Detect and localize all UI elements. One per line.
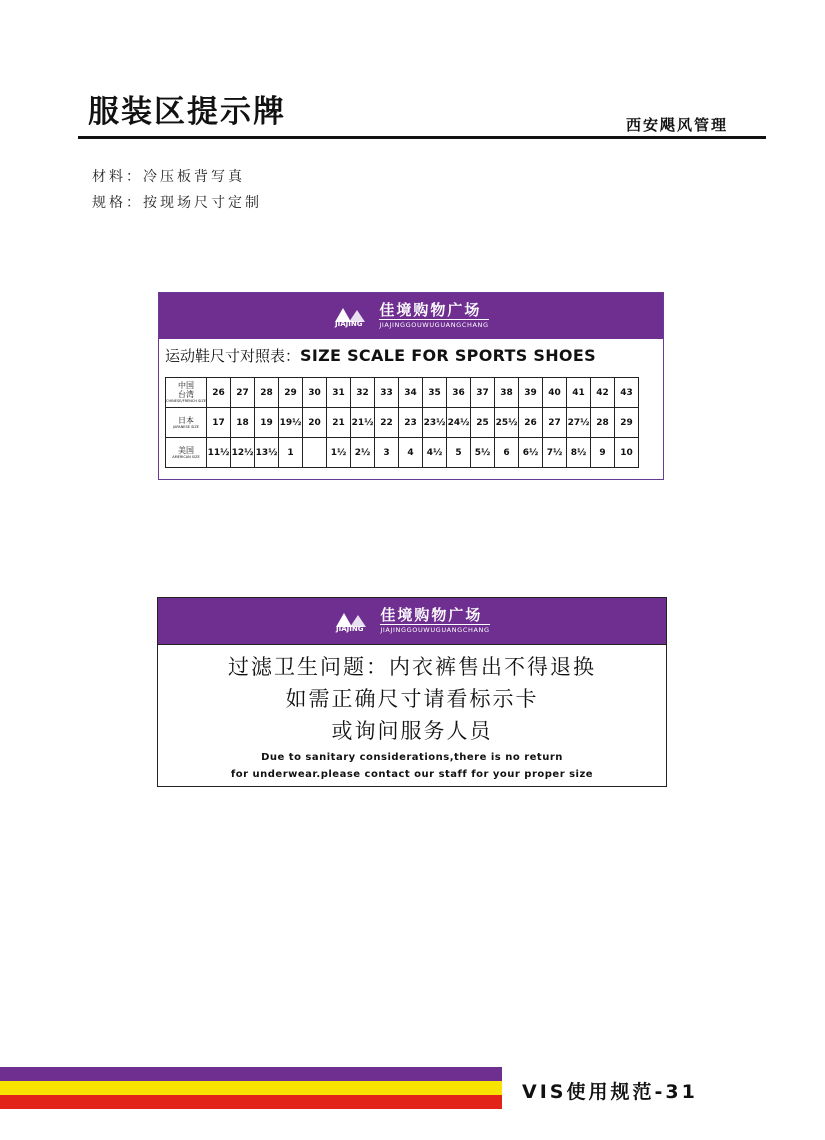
size-cell: 18 <box>231 408 255 438</box>
size-scale-title <box>165 345 663 366</box>
size-table-row <box>166 438 639 468</box>
size-cell: 43 <box>615 378 639 408</box>
size-cell: 9 <box>591 438 615 468</box>
size-cell: 5 <box>447 438 471 468</box>
size-cell: 35 <box>423 378 447 408</box>
size-cell: 6 <box>495 438 519 468</box>
size-cell: 2½ <box>351 438 375 468</box>
logo-text: JIAJING <box>336 625 364 633</box>
page-title: 服装区提示牌 <box>88 94 286 130</box>
size-cell: 26 <box>519 408 543 438</box>
size-row-label-en: JAPANESE SIZE <box>173 424 199 429</box>
size-cell: 32 <box>351 378 375 408</box>
size-cell: 29 <box>279 378 303 408</box>
size-row-label-cn: 日本 <box>178 415 194 425</box>
size-cell: 42 <box>591 378 615 408</box>
brand-name-en: JIAJINGGOUWUGUANGCHANG <box>380 626 490 634</box>
size-cell: 13½ <box>255 438 279 468</box>
size-cell: 31 <box>327 378 351 408</box>
size-cell: 27 <box>231 378 255 408</box>
notice-line-1: 过滤卫生问题：内衣裤售出不得退换 <box>228 655 596 679</box>
size-cell: 4 <box>399 438 423 468</box>
notice-en-line-2: for underwear.please contact our staff for your proper size <box>230 769 594 780</box>
size-row-header <box>166 378 207 408</box>
size-cell: 39 <box>519 378 543 408</box>
brand-name-cn: 佳境购物广场 <box>380 606 483 624</box>
size-cell: 37 <box>471 378 495 408</box>
underwear-notice-sign <box>157 597 667 787</box>
size-row-label-cn: 中国 台湾 <box>178 381 194 399</box>
size-cell: 3 <box>375 438 399 468</box>
size-cell: 8½ <box>567 438 591 468</box>
size-cell: 1 <box>279 438 303 468</box>
size-cell: 25 <box>471 408 495 438</box>
size-cell: 10 <box>615 438 639 468</box>
size-cell: 6½ <box>519 438 543 468</box>
shoe-size-sign <box>158 292 664 480</box>
size-cell: 21 <box>327 408 351 438</box>
size-cell: 23 <box>399 408 423 438</box>
page-number-label: VIS使用规范-31 <box>522 1081 698 1103</box>
size-table <box>165 377 639 468</box>
footer-stripe-purple <box>0 1067 502 1081</box>
brand-banner <box>158 598 666 645</box>
size-cell: 11½ <box>207 438 231 468</box>
size-scale-title-cn: 运动鞋尺寸对照表： <box>165 347 301 365</box>
size-cell: 27 <box>543 408 567 438</box>
size-cell: 4½ <box>423 438 447 468</box>
size-cell: 34 <box>399 378 423 408</box>
size-cell: 27½ <box>567 408 591 438</box>
brand-banner <box>159 293 663 339</box>
size-row-label-en: CHINESE/FRENCH SIZE <box>166 399 206 403</box>
size-cell: 40 <box>543 378 567 408</box>
size-spec: 规格：按现场尺寸定制 <box>92 195 262 211</box>
title-divider <box>78 136 766 139</box>
size-row-label-cn: 美国 <box>178 445 194 455</box>
size-row-header <box>166 438 207 468</box>
size-cell: 22 <box>375 408 399 438</box>
size-table-row <box>166 408 639 438</box>
size-cell: 7½ <box>543 438 567 468</box>
size-scale-title-en: SIZE SCALE FOR SPORTS SHOES <box>300 346 596 365</box>
size-cell: 33 <box>375 378 399 408</box>
size-table-row <box>166 378 639 408</box>
size-cell: 41 <box>567 378 591 408</box>
size-cell: 1½ <box>327 438 351 468</box>
size-cell: 5½ <box>471 438 495 468</box>
brand-name-en: JIAJINGGOUWUGUANGCHANG <box>379 321 489 329</box>
size-row-header <box>166 408 207 438</box>
size-cell: 26 <box>207 378 231 408</box>
size-cell: 25½ <box>495 408 519 438</box>
size-cell: 23½ <box>423 408 447 438</box>
size-cell: 29 <box>615 408 639 438</box>
material-spec: 材料：冷压板背写真 <box>92 169 245 185</box>
size-cell: 38 <box>495 378 519 408</box>
jiajing-logo-icon <box>334 609 374 633</box>
footer-stripe-red <box>0 1095 502 1109</box>
company-name: 西安飓风管理 <box>626 116 729 134</box>
size-cell <box>303 438 327 468</box>
size-cell: 36 <box>447 378 471 408</box>
size-cell: 28 <box>255 378 279 408</box>
notice-line-3: 或询问服务人员 <box>331 719 493 743</box>
logo-text: JIAJING <box>335 320 363 328</box>
size-row-label-en: AMERICAN SIZE <box>172 454 200 459</box>
size-cell: 30 <box>303 378 327 408</box>
footer-stripe-yellow <box>0 1081 502 1095</box>
jiajing-logo-icon <box>333 304 373 328</box>
notice-en-line-1: Due to sanitary considerations,there is no return <box>261 752 563 763</box>
notice-line-2: 如需正确尺寸请看标示卡 <box>285 687 539 711</box>
size-cell: 20 <box>303 408 327 438</box>
size-cell: 24½ <box>447 408 471 438</box>
size-cell: 17 <box>207 408 231 438</box>
size-cell: 12½ <box>231 438 255 468</box>
size-cell: 19½ <box>279 408 303 438</box>
size-cell: 21½ <box>351 408 375 438</box>
size-cell: 19 <box>255 408 279 438</box>
size-cell: 28 <box>591 408 615 438</box>
brand-name-cn: 佳境购物广场 <box>379 301 482 319</box>
